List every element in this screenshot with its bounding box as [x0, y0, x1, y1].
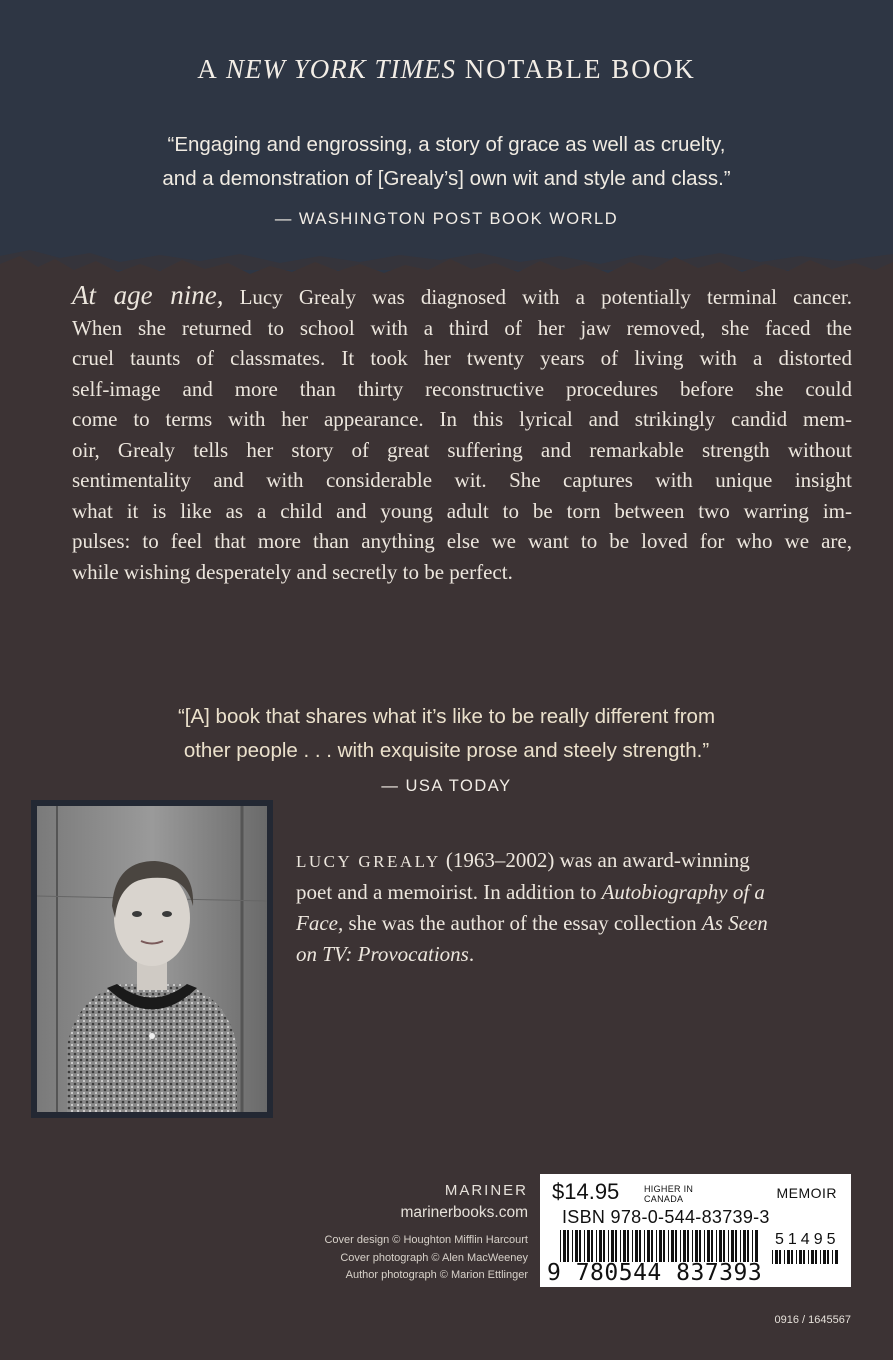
cover-design-credit: Cover design © Houghton Mifflin Harcourt — [324, 1234, 528, 1246]
price: $14.95 — [552, 1179, 620, 1204]
headline-prefix: A — [197, 54, 226, 84]
blurb-line: come to terms with her appearance. In this lyrical and strikingly candid mem- — [72, 407, 852, 431]
bio-line: poet and a memoirist. In addition to Autobiography of a — [296, 880, 765, 904]
blurb-lead: At age nine, — [72, 280, 224, 310]
blurb-text: Lucy Grealy was diagnosed with a potentially terminal cancer. — [223, 285, 852, 309]
author-photo-credit: Author photograph © Marion Ettlinger — [345, 1269, 528, 1281]
author-bio — [296, 845, 851, 970]
blurb-line: pulses: to feel that more than anything else we want to be loved for who we are, — [72, 529, 852, 553]
blurb-line — [72, 280, 852, 313]
bio-line: LUCY GREALY (1963–2002) was an award-winning — [296, 848, 750, 872]
publisher-imprint — [324, 1180, 528, 1285]
review-quote-usa-today — [0, 700, 893, 768]
barcode-label — [540, 1174, 851, 1287]
publisher-name: MARINER — [444, 1182, 528, 1199]
headline-nyt: NEW YORK TIMES — [225, 54, 456, 84]
notable-book-headline — [0, 54, 893, 85]
barcode-bars — [560, 1230, 760, 1262]
cover-photo-credit: Cover photograph © Alen MacWeeney — [340, 1251, 528, 1264]
author-photo — [31, 800, 273, 1118]
barcode-addon-bars — [772, 1250, 840, 1264]
quote-line: other people . . . with exquisite prose and steely strength.” — [183, 739, 710, 762]
blurb-line: cruel taunts of classmates. It took her twenty years of living with a distorted — [72, 346, 852, 370]
category: MEMOIR — [776, 1185, 837, 1201]
quote-attribution: — USA TODAY — [381, 777, 512, 795]
review-quote-washington-post — [0, 128, 893, 196]
book-title: As Seen — [701, 911, 768, 935]
quote-line: “Engaging and engrossing, a story of grace as well as cruelty, — [167, 133, 726, 156]
author-name: LUCY GREALY — [296, 852, 441, 871]
bio-line: on TV: Provocations. — [296, 942, 475, 966]
quote-line: “[A] book that shares what it’s like to be really different from — [177, 705, 716, 728]
isbn: ISBN 978-0-544-83739-3 — [562, 1207, 770, 1227]
author-portrait-image — [37, 806, 267, 1112]
barcode-addon-digits: 51495 — [775, 1231, 840, 1248]
quote-line: and a demonstration of [Grealy’s] own wit and style and class.” — [162, 167, 731, 190]
blurb-line: When she returned to school with a third of her jaw removed, she faced the — [72, 315, 852, 340]
headline-suffix: NOTABLE BOOK — [455, 54, 696, 84]
blurb-line: what it is like as a child and young adult to be torn between two warring im- — [72, 498, 852, 523]
product-code: 0916 / 1645567 — [774, 1314, 851, 1326]
blurb-line: sentimentality and with considerable wit. She captures with unique insight — [72, 468, 852, 492]
price-note: HIGHER IN CANADA — [644, 1184, 694, 1204]
book-title: Face, — [296, 911, 344, 935]
blurb-line: oir, Grealy tells her story of great suffering and remarkable strength without — [72, 437, 852, 462]
bio-line: Face, she was the author of the essay collection As Seen — [296, 911, 768, 935]
book-title: on TV: Provocations — [296, 942, 469, 966]
book-title: Autobiography of a — [601, 880, 765, 904]
blurb-line: while wishing desperately and secretly to be perfect. — [72, 559, 513, 584]
book-description — [72, 280, 852, 587]
publisher-website: marinerbooks.com — [400, 1204, 528, 1221]
blurb-line: self-image and more than thirty reconstructive procedures before she could — [72, 376, 852, 401]
quote-attribution: — WASHINGTON POST BOOK WORLD — [274, 210, 619, 228]
barcode-digits: 9 780544 837393 — [547, 1260, 763, 1286]
